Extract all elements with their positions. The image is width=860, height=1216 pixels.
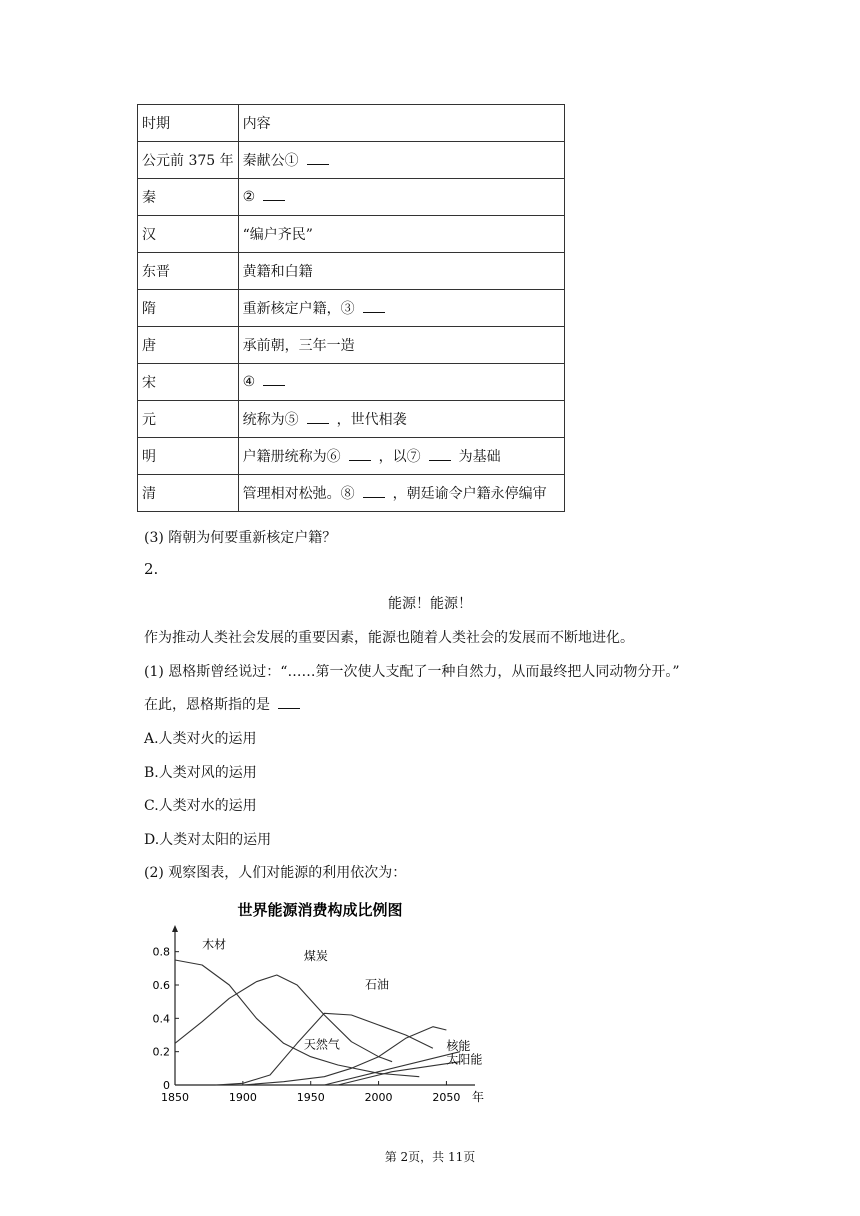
- content-cell: 秦献公①: [238, 142, 564, 179]
- content-cell: 重新核定户籍，③: [238, 290, 564, 327]
- page-footer: 第 2页，共 11页: [384, 1150, 476, 1164]
- period-cell: 东晋: [138, 253, 239, 290]
- table-row: [138, 142, 565, 179]
- question-3: (3) 隋朝为何要重新核定户籍？: [144, 530, 337, 546]
- answer-blank: [263, 375, 285, 386]
- content-cell: 承前朝，三年一造: [238, 327, 564, 364]
- question-number-2: 2.: [144, 560, 159, 578]
- series-label: 木材: [202, 937, 227, 952]
- option-c: C.人类对水的运用: [144, 798, 257, 814]
- content-cell: 管理相对松弛。⑧ ，朝廷谕令户籍永停编审: [238, 475, 564, 512]
- chart-title: 世界能源消费构成比例图: [237, 901, 403, 919]
- answer-blank: [278, 698, 300, 709]
- y-tick-label: 0.2: [152, 1045, 170, 1059]
- question-2-title: 能源！能源！: [388, 596, 472, 612]
- energy-consumption-chart: [140, 890, 500, 1115]
- series-label: 核能: [446, 1039, 471, 1053]
- period-cell: 时期: [138, 105, 239, 142]
- series-label: 石油: [365, 977, 390, 992]
- x-tick-label: 1900: [228, 1091, 257, 1104]
- answer-blank: [307, 154, 329, 165]
- table-row: [138, 401, 565, 438]
- table-row: [138, 364, 565, 401]
- table-row: [138, 475, 565, 512]
- answer-blank: [429, 450, 451, 461]
- series-label: 煤炭: [303, 949, 328, 963]
- period-cell: 公元前 375 年: [138, 142, 239, 179]
- y-tick-label: 0.6: [152, 979, 170, 992]
- x-axis-label: 年: [472, 1090, 485, 1104]
- period-cell: 清: [138, 475, 239, 512]
- series-label: 天然气: [303, 1037, 340, 1052]
- y-axis-arrow: [172, 925, 178, 932]
- answer-blank: [363, 487, 385, 498]
- y-tick-label: 0.4: [152, 1012, 170, 1026]
- option-d: D.人类对太阳的运用: [144, 832, 272, 848]
- option-b: B.人类对风的运用: [144, 765, 257, 781]
- content-cell: 户籍册统称为⑥ ，以⑦ 为基础: [238, 438, 564, 475]
- content-cell: 黄籍和白籍: [238, 253, 564, 290]
- answer-blank: [263, 190, 285, 201]
- content-cell: “编户齐民”: [238, 216, 564, 253]
- x-tick-label: 1950: [296, 1091, 325, 1104]
- question-2-2: (2) 观察图表，人们对能源的利用依次为：: [144, 865, 407, 881]
- table-row: [138, 438, 565, 475]
- option-a: A.人类对火的运用: [144, 731, 257, 747]
- period-cell: 汉: [138, 216, 239, 253]
- content-cell: 统称为⑤ ，世代相袭: [238, 401, 564, 438]
- answer-blank: [349, 450, 371, 461]
- content-cell: ④: [238, 364, 564, 401]
- x-tick-label: 2050: [432, 1091, 461, 1104]
- answer-blank: [307, 413, 329, 424]
- series-line: [338, 1062, 460, 1085]
- table-row: [138, 179, 565, 216]
- series-label: 太阳能: [446, 1052, 483, 1067]
- period-cell: 唐: [138, 327, 239, 364]
- table-row: [138, 105, 565, 142]
- x-tick-label: 1850: [161, 1091, 189, 1104]
- table-row: [138, 216, 565, 253]
- question-2-intro: 作为推动人类社会发展的重要因素，能源也随着人类社会的发展而不断地进化。: [144, 630, 634, 646]
- period-cell: 明: [138, 438, 239, 475]
- table-row: [138, 327, 565, 364]
- question-2-1-stem: 在此，恩格斯指的是: [144, 694, 300, 714]
- y-tick-label: 0: [163, 1079, 170, 1092]
- y-tick-label: 0.8: [152, 945, 170, 959]
- content-cell: 内容: [238, 105, 564, 142]
- series-line: [324, 1052, 460, 1085]
- period-cell: 宋: [138, 364, 239, 401]
- period-cell: 秦: [138, 179, 239, 216]
- household-registration-table: [137, 104, 565, 512]
- content-cell: ②: [238, 179, 564, 216]
- question-2-1: (1) 恩格斯曾经说过：“……第一次使人支配了一种自然力，从而最终把人同动物分开。”: [144, 664, 680, 680]
- table-row: [138, 253, 565, 290]
- x-tick-label: 2000: [364, 1091, 393, 1104]
- period-cell: 元: [138, 401, 239, 438]
- period-cell: 隋: [138, 290, 239, 327]
- table-row: [138, 290, 565, 327]
- answer-blank: [363, 302, 385, 313]
